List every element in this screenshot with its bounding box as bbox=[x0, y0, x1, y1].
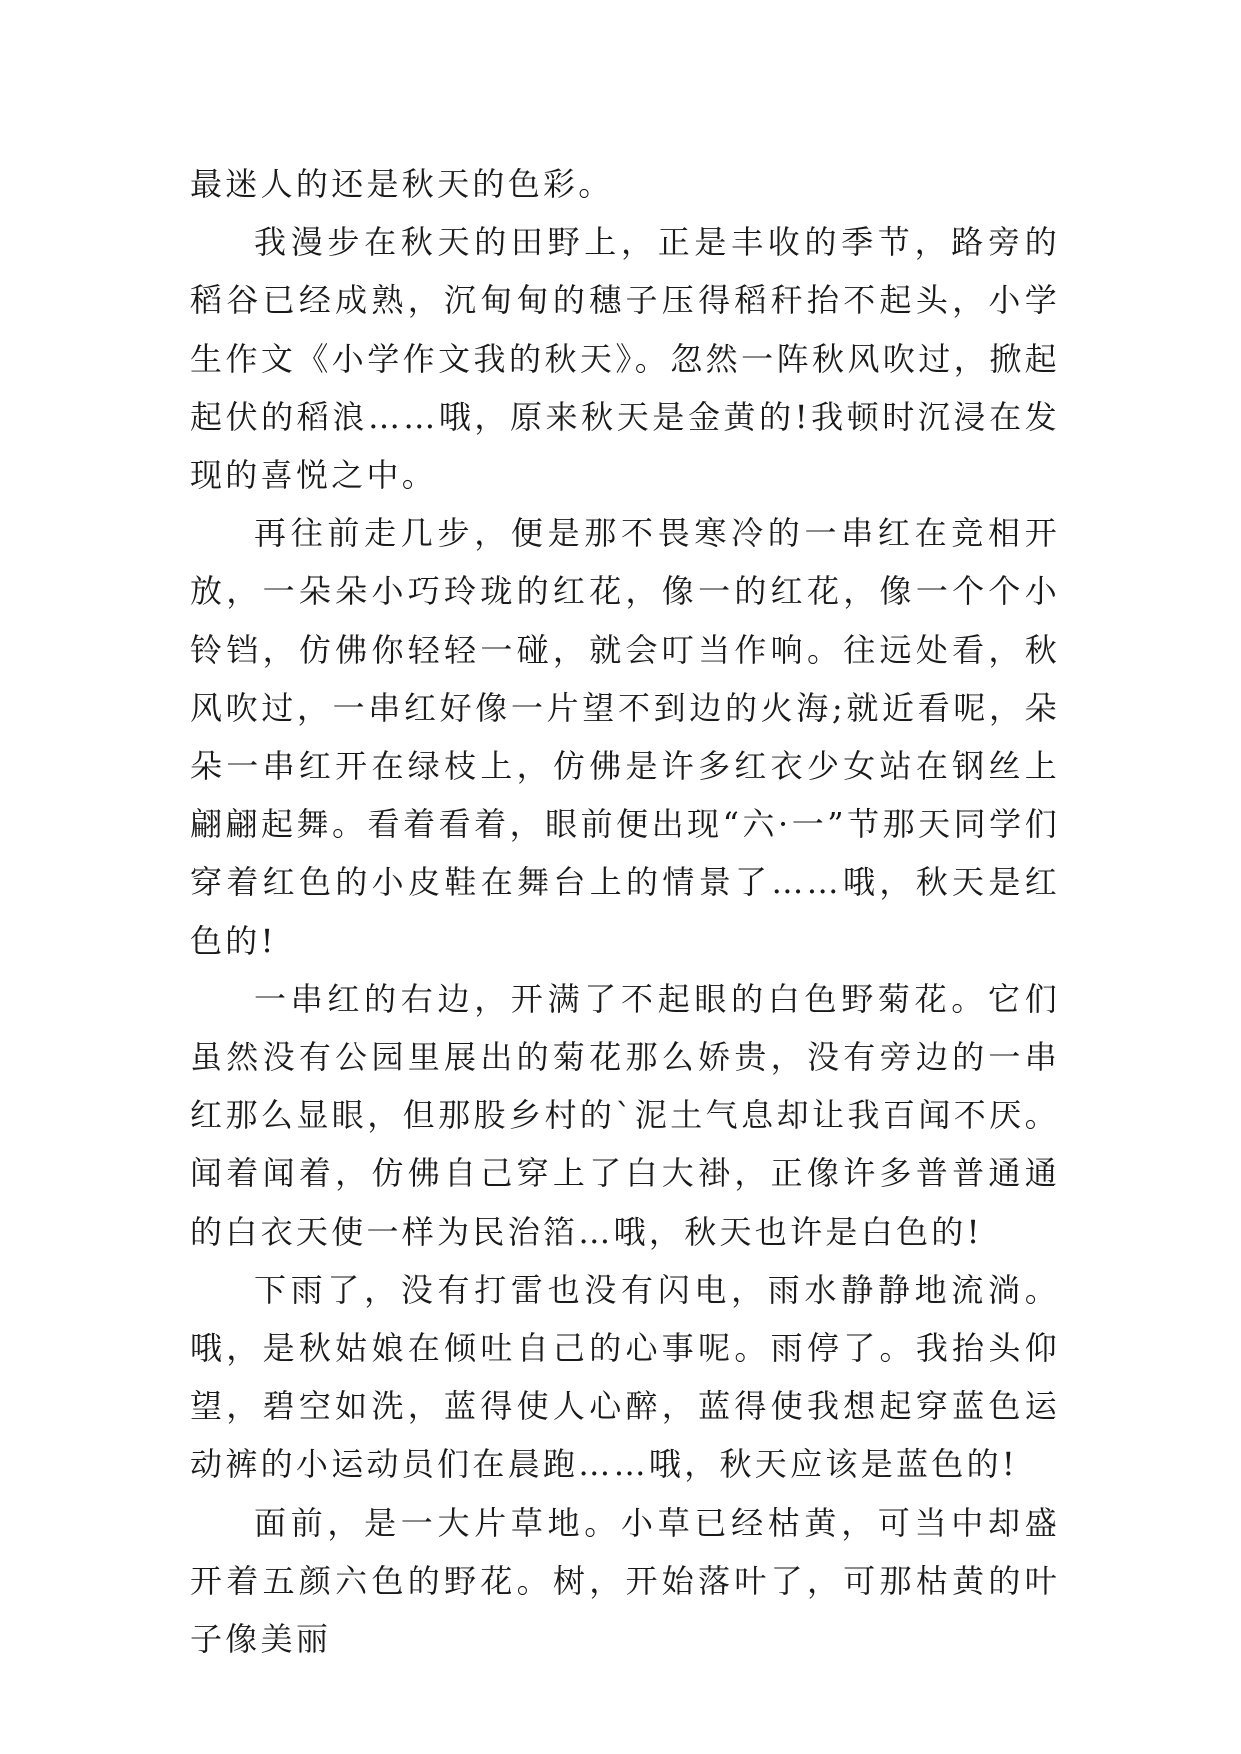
paragraph-blue-autumn: 下雨了，没有打雷也没有闪电，雨水静静地流淌。哦，是秋姑娘在倾吐自己的心事呢。雨停了。我抬头仰望，碧空如洗，蓝得使人心醉，蓝得使我想起穿蓝色运动裤的小运动员们在晨跑……哦，秋天应该是蓝色的! bbox=[190, 1270, 1060, 1484]
paragraph-red-autumn: 再往前走几步，便是那不畏寒冷的一串红在竞相开放，一朵朵小巧玲珑的红花，像一的红花，像一个个小铃铛，仿佛你轻轻一碰，就会叮当作响。往远处看，秋风吹过，一串红好像一片望不到边的火海;就近看呢，朵朵一串红开在绿枝上，仿佛是许多红衣少女站在钢丝上翩翩起舞。看着看着，眼前便出现“六·一”节那天同学们穿着红色的小皮鞋在舞台上的情景了……哦，秋天是红色的! bbox=[190, 514, 1060, 960]
paragraph-golden-autumn: 我漫步在秋天的田野上，正是丰收的季节，路旁的稻谷已经成熟，沉甸甸的穗子压得稻秆抬不起头，小学生作文《小学作文我的秋天》。忽然一阵秋风吹过，掀起起伏的稻浪……哦，原来秋天是金黄的!我顿时沉浸在发现的喜悦之中。 bbox=[190, 223, 1060, 495]
paragraph-grassland: 面前，是一大片草地。小草已经枯黄，可当中却盛开着五颜六色的野花。树，开始落叶了，可那枯黄的叶子像美丽 bbox=[190, 1503, 1060, 1659]
paragraph-continued: 最迷人的还是秋天的色彩。 bbox=[190, 165, 614, 203]
document-body bbox=[190, 155, 1060, 1668]
paragraph-white-autumn: 一串红的右边，开满了不起眼的白色野菊花。它们虽然没有公园里展出的菊花那么娇贵，没有旁边的一串红那么显眼，但那股乡村的`泥土气息却让我百闻不厌。闻着闻着，仿佛自己穿上了白大褂，正像许多普普通通的白衣天使一样为民治箔…哦，秋天也许是白色的! bbox=[190, 979, 1060, 1251]
